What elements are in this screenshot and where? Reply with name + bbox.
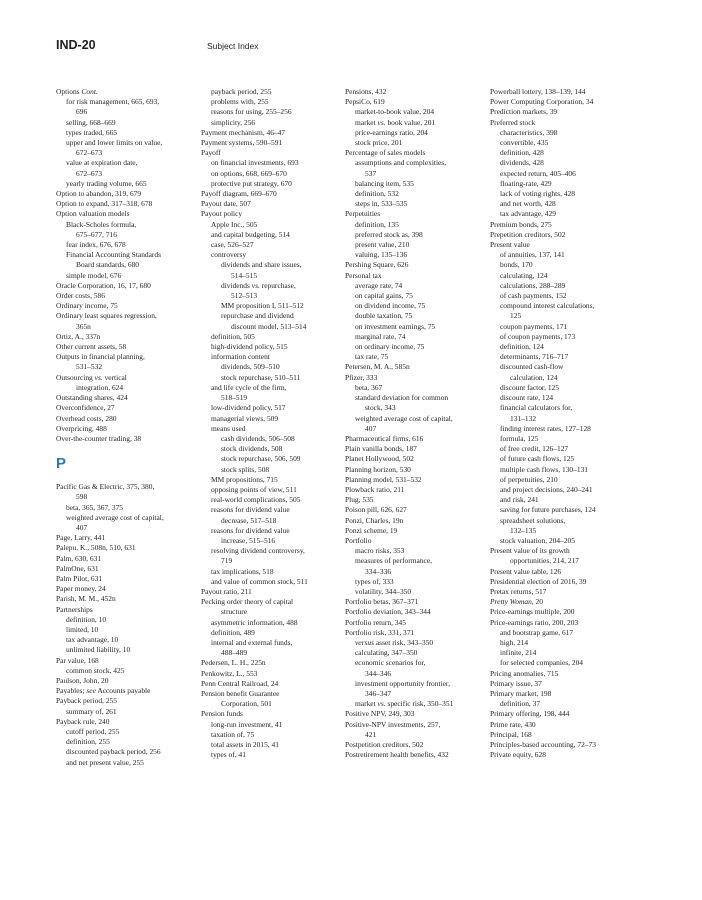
index-subentry: case, 526–527 <box>211 240 254 250</box>
index-subentry: Apple Inc., 505 <box>211 219 258 229</box>
index-entry: Payback rule, 240 <box>56 716 110 726</box>
index-entry: Plain vanilla bonds, 187 <box>345 444 417 454</box>
index-subentry: market vs. specific risk, 350–351 <box>355 699 454 709</box>
index-subentry: beta, 365, 367, 375 <box>66 502 124 512</box>
index-subentry: calculating, 347–350 <box>355 648 418 658</box>
index-subentry: on options, 668, 669–670 <box>211 168 287 178</box>
index-entry: Option valuation models <box>56 209 130 219</box>
index-entry-continuation: 346–347 <box>365 688 392 698</box>
index-entry: Payment systems, 590–591 <box>201 138 283 148</box>
index-entry-continuation: Corporation, 501 <box>221 699 272 709</box>
index-subentry: definition, 37 <box>500 699 541 709</box>
index-subentry: for risk management, 665, 693, <box>66 97 160 107</box>
index-entry: Power Computing Corporation, 34 <box>490 97 594 107</box>
index-subentry: standard deviation for common <box>355 393 449 403</box>
index-subentry: steps in, 533–535 <box>355 199 408 209</box>
index-entry: Penn Central Railroad, 24 <box>201 678 279 688</box>
index-subentry: opposing points of view, 511 <box>211 484 297 494</box>
index-subentry: problems with, 255 <box>211 97 269 107</box>
index-subentry: and project decisions, 240–241 <box>500 484 593 494</box>
index-entry: Over-the-counter trading, 38 <box>56 433 142 443</box>
index-subentry: on capital gains, 75 <box>355 291 413 301</box>
index-entry: Palepu, K., 508n, 510, 631 <box>56 543 136 553</box>
index-subentry: discount factor, 125 <box>500 382 559 392</box>
index-entry: Planning horizon, 530 <box>345 464 411 474</box>
index-column-1 <box>56 87 206 768</box>
index-entry: Pensions, 432 <box>345 87 387 96</box>
index-entry-continuation: 598 <box>76 492 88 502</box>
index-entry: Plowback ratio, 211 <box>345 484 405 494</box>
index-subentry: determinants, 716–717 <box>500 352 569 362</box>
index-entry: Payoff diagram, 669–670 <box>201 189 277 199</box>
index-entry-continuation: 675–677, 716 <box>76 229 117 239</box>
index-subentry: characteristics, 398 <box>500 127 558 137</box>
page-number: IND-20 <box>56 38 96 52</box>
index-entry-continuation: opportunities, 214, 217 <box>510 556 580 566</box>
index-entry-continuation: 344–346 <box>365 668 392 678</box>
index-entry-continuation: 125 <box>510 311 522 321</box>
index-column-4 <box>490 87 650 760</box>
index-entry: PalmOne, 631 <box>56 563 99 573</box>
index-entry-continuation: 131–132 <box>510 413 537 423</box>
index-entry: Primary market, 198 <box>490 688 552 698</box>
index-subentry: stock price, 201 <box>355 138 403 148</box>
index-subentry: types of, 41 <box>211 750 246 760</box>
index-subentry: spreadsheet solutions, <box>500 515 566 525</box>
index-entry: Portfolio deviation, 343–344 <box>345 607 431 617</box>
index-subentry: floating-rate, 429 <box>500 178 552 188</box>
index-subentry: stock splits, 508 <box>221 464 270 474</box>
index-entry: Plug, 535 <box>345 495 374 505</box>
index-subentry: stock dividends, 508 <box>221 444 283 454</box>
index-entry: Planet Hollywood, 502 <box>345 454 414 464</box>
index-entry-continuation: integration, 624 <box>76 382 124 392</box>
index-subentry: economic scenarios for, <box>355 658 426 668</box>
index-entry-continuation: structure <box>221 607 248 617</box>
index-subentry: investment opportunity frontier, <box>355 678 450 688</box>
index-entry: Oracle Corporation, 16, 17, 680 <box>56 280 151 290</box>
index-entry: Pedersen, L. H., 225n <box>201 658 266 668</box>
index-entry-continuation: 514–515 <box>231 270 258 280</box>
index-entry: Payout policy <box>201 209 243 219</box>
index-subentry: long-run investment, 41 <box>211 719 283 729</box>
index-entry: Premium bonds, 275 <box>490 219 552 229</box>
index-subentry: discounted payback period, 256 <box>66 747 161 757</box>
index-entry: Perpetuities <box>345 209 381 219</box>
index-entry: Overpricing, 488 <box>56 423 107 433</box>
index-entry: Partnerships <box>56 604 93 614</box>
index-subentry: compound interest calculations, <box>500 301 595 311</box>
index-subentry: definition, 255 <box>66 737 110 747</box>
index-subentry: bonds, 170 <box>500 260 533 270</box>
index-entry: Outstanding shares, 424 <box>56 393 128 403</box>
index-subentry: means used <box>211 423 246 433</box>
index-subentry: definition, 505 <box>211 331 255 341</box>
index-subentry: of annuities, 137, 141 <box>500 250 565 260</box>
index-subentry: calculating, 124 <box>500 270 548 280</box>
index-entry: Other current assets, 58 <box>56 342 127 352</box>
index-entry-continuation: calculation, 124 <box>510 372 558 382</box>
index-entry: Pershing Square, 626 <box>345 260 409 270</box>
index-subentry: for selected companies, 204 <box>500 658 584 668</box>
index-subentry: definition, 10 <box>66 614 107 624</box>
index-subentry: beta, 367 <box>355 382 383 392</box>
index-subentry: protective put strategy, 670 <box>211 178 292 188</box>
index-subentry: types of, 333 <box>355 576 394 586</box>
index-subentry: and capital budgeting, 514 <box>211 229 290 239</box>
index-subentry: finding interest rates, 127–128 <box>500 423 591 433</box>
index-subentry: market-to-book value, 204 <box>355 107 435 117</box>
index-subentry: measures of performance, <box>355 556 433 566</box>
index-entry: Principal, 168 <box>490 729 532 739</box>
index-entry: Ponzi, Charles, 19n <box>345 515 404 525</box>
index-entry-continuation: stock, 343 <box>365 403 396 413</box>
index-entry: Ortiz, A., 337n <box>56 331 101 341</box>
index-entry: Price-earnings multiple, 200 <box>490 607 575 617</box>
index-subentry: taxation of, 75 <box>211 729 255 739</box>
index-subentry: dividends vs. repurchase, <box>221 280 296 290</box>
index-subentry: and risk, 241 <box>500 495 539 505</box>
section-letter: P <box>56 455 67 473</box>
index-entry: Primary offering, 198, 444 <box>490 709 570 719</box>
index-entry: Penkowitz, L., 553 <box>201 668 258 678</box>
index-entry-continuation: 365n <box>76 321 91 331</box>
index-subentry: volatility, 344–350 <box>355 586 412 596</box>
index-subentry: convertible, 435 <box>500 138 549 148</box>
index-subentry: on ordinary income, 75 <box>355 342 425 352</box>
index-subentry: preferred stock as, 398 <box>355 229 423 239</box>
index-entry: Pretty Woman, 20 <box>490 597 543 607</box>
index-entry: Paper money, 24 <box>56 584 106 594</box>
index-subentry: types traded, 665 <box>66 127 118 137</box>
index-subentry: controversy <box>211 250 247 260</box>
index-subentry: resolving dividend controversy, <box>211 546 305 556</box>
index-entry: Order costs, 586 <box>56 291 105 301</box>
index-entry: Pricing anomalies, 715 <box>490 668 559 678</box>
index-subentry: total assets in 2015, 41 <box>211 740 279 749</box>
index-subentry: tax advantage, 10 <box>66 635 119 645</box>
index-subentry: of perpetuities, 210 <box>500 474 558 484</box>
index-entry: Postretirement health benefits, 432 <box>345 750 449 760</box>
index-subentry: asymmetric information, 488 <box>211 617 298 627</box>
index-subentry: cutoff period, 255 <box>66 726 120 736</box>
index-subentry: value at expiration date, <box>66 158 138 168</box>
index-subentry: of free credit, 126–127 <box>500 444 569 454</box>
index-subentry: stock repurchase, 510–511 <box>221 372 301 382</box>
index-subentry: multiple cash flows, 130–131 <box>500 464 589 474</box>
index-entry: Par value, 168 <box>56 655 99 665</box>
index-subentry: reasons for using, 255–256 <box>211 107 292 117</box>
index-subentry: weighted average cost of capital, <box>355 413 453 423</box>
index-entry: Percentage of sales models <box>345 148 426 158</box>
index-entry: Pension funds <box>201 709 243 719</box>
index-entry: Powerball lottery, 138–139, 144 <box>490 87 586 96</box>
index-entry: Ordinary least squares regression, <box>56 311 157 321</box>
index-subentry: selling, 668–669 <box>66 117 116 127</box>
index-entry: Principles-based accounting, 72–73 <box>490 740 596 749</box>
index-entry-continuation: discount model, 513–514 <box>231 321 307 331</box>
index-entry: Ponzi scheme, 19 <box>345 525 398 535</box>
index-entry: Private equity, 628 <box>490 750 546 760</box>
index-subentry: on investment earnings, 75 <box>355 321 436 331</box>
index-subentry: and bootstrap game, 617 <box>500 627 574 637</box>
index-entry: Portfolio betas, 367–371 <box>345 597 419 607</box>
index-subentry: repurchase and dividend <box>221 311 294 321</box>
index-entry: Price-earnings ratio, 200, 203 <box>490 617 579 627</box>
index-entry: Petersen, M. A., 585n <box>345 362 410 372</box>
index-entry: Preferred stock <box>490 117 536 127</box>
index-entry: Ordinary income, 75 <box>56 301 118 311</box>
index-entry: Portfolio return, 345 <box>345 617 406 627</box>
index-entry: Prediction markets, 39 <box>490 107 558 117</box>
index-entry: PepsiCo, 619 <box>345 97 385 107</box>
index-subentry: financial calculators for, <box>500 403 573 413</box>
index-subentry: tax advantage, 429 <box>500 209 556 219</box>
index-subentry: versus asset risk, 343–350 <box>355 637 434 647</box>
index-subentry: tax implications, 518 <box>211 566 274 576</box>
index-column-3 <box>345 87 495 760</box>
index-subentry: yearly trading volume, 665 <box>66 178 147 188</box>
index-entry: Overconfidence, 27 <box>56 403 115 413</box>
index-subentry: MM propositions, 715 <box>211 474 278 484</box>
index-subentry: assumptions and complexities, <box>355 158 447 168</box>
index-entry: Payout ratio, 211 <box>201 586 252 596</box>
index-entry: Present value <box>490 240 530 250</box>
index-subentry: MM proposition I, 511–512 <box>221 301 304 311</box>
index-subentry: coupon payments, 171 <box>500 321 568 331</box>
index-subentry: price-earnings ratio, 204 <box>355 127 428 137</box>
index-entry-continuation: 531–532 <box>76 362 103 372</box>
index-entry-continuation: 512–513 <box>231 291 258 301</box>
index-entry-continuation: 407 <box>76 522 88 532</box>
index-entry-continuation: increase, 515–516 <box>221 535 276 545</box>
index-subentry: dividends, 428 <box>500 158 544 168</box>
index-subentry: unlimited liability, 10 <box>66 645 131 655</box>
index-subentry: stock valuation, 204–205 <box>500 535 575 545</box>
index-entry: Personal tax <box>345 270 382 280</box>
index-entry-continuation: 537 <box>365 168 377 178</box>
index-subentry: managerial views, 509 <box>211 413 279 423</box>
index-subentry: Black-Scholes formula, <box>66 219 137 229</box>
index-subentry: definition, 428 <box>500 148 544 158</box>
index-subentry: and net worth, 428 <box>500 199 556 209</box>
index-subentry: definition, 489 <box>211 627 255 637</box>
index-entry: Pretax returns, 517 <box>490 586 547 596</box>
index-subentry: information content <box>211 352 270 362</box>
index-entry: Pacific Gas & Electric, 375, 380, <box>56 482 155 492</box>
index-entry-continuation: 719 <box>221 556 233 566</box>
index-subentry: discount rate, 124 <box>500 393 554 403</box>
index-entry: Payback period, 255 <box>56 696 117 706</box>
index-subentry: calculations, 288–289 <box>500 280 566 290</box>
index-entry: Presidential election of 2016, 39 <box>490 576 587 586</box>
index-entry-continuation: Board standards, 680 <box>76 260 140 270</box>
index-subentry: dividends and share issues, <box>221 260 302 270</box>
index-subentry: Financial Accounting Standards <box>66 250 162 260</box>
index-entry: Payoff <box>201 148 221 158</box>
index-entry-continuation: 672–673 <box>76 148 103 158</box>
index-entry: Prime rate, 430 <box>490 719 536 729</box>
index-entry: Payment mechanism, 46–47 <box>201 127 286 137</box>
index-subentry: payback period, 255 <box>211 87 272 96</box>
index-entry: Options Cont. <box>56 87 98 96</box>
index-entry-continuation: 672–673 <box>76 168 103 178</box>
index-subentry: upper and lower limits on value, <box>66 138 163 148</box>
index-entry: Overhead costs, 280 <box>56 413 117 423</box>
index-subentry: macro risks, 353 <box>355 546 405 556</box>
index-subentry: and net present value, 255 <box>66 757 144 767</box>
index-subentry: of future cash flows, 125 <box>500 454 575 464</box>
index-subentry: fear index, 676, 678 <box>66 240 126 250</box>
index-subentry: high-dividend policy, 515 <box>211 342 288 352</box>
index-subentry: present value, 210 <box>355 240 410 250</box>
index-subentry: discounted cash-flow <box>500 362 564 372</box>
index-subentry: stock repurchase, 506, 509 <box>221 454 301 464</box>
index-entry: Option to expand, 317–318, 678 <box>56 199 153 209</box>
index-subentry: reasons for dividend value <box>211 505 290 515</box>
index-entry-continuation: 334–336 <box>365 566 392 576</box>
index-entry: Palm, 630, 631 <box>56 553 102 563</box>
index-subentry: dividends, 509–510 <box>221 362 280 372</box>
index-entry: Pfizer, 333 <box>345 372 378 382</box>
index-subentry: cash dividends, 506–508 <box>221 433 295 443</box>
index-subentry: expected return, 405–406 <box>500 168 576 178</box>
index-entry: Option to abandon, 319, 679 <box>56 189 142 199</box>
index-entry: Present value of its growth <box>490 546 570 556</box>
index-subentry: on dividend income, 75 <box>355 301 426 311</box>
index-subentry: internal and external funds, <box>211 637 293 647</box>
index-subentry: definition, 532 <box>355 189 399 199</box>
index-subentry: and value of common stock, 511 <box>211 576 308 586</box>
index-entry: Outputs in financial planning, <box>56 352 145 362</box>
index-subentry: real-world complications, 505 <box>211 495 301 505</box>
index-entry-continuation: 421 <box>365 729 377 739</box>
index-entry: Page, Larry, 441 <box>56 533 106 543</box>
index-subentry: simple model, 676 <box>66 270 122 280</box>
index-subentry: of coupon payments, 173 <box>500 331 576 341</box>
index-entry: Paulson, John, 20 <box>56 675 109 685</box>
index-entry: Poison pill, 626, 627 <box>345 505 407 515</box>
index-subentry: formula, 125 <box>500 433 539 443</box>
index-subentry: of cash payments, 152 <box>500 291 567 301</box>
index-entry: Present value table, 126 <box>490 566 562 576</box>
index-entry-continuation: decrease, 517–518 <box>221 515 277 525</box>
index-entry: Positive-NPV investments, 257, <box>345 719 441 729</box>
index-subentry: low-dividend policy, 517 <box>211 403 286 413</box>
index-subentry: double taxation, 75 <box>355 311 413 321</box>
index-subentry: simplicity, 256 <box>211 117 256 127</box>
index-subentry: weighted average cost of capital, <box>66 512 164 522</box>
index-subentry: on financial investments, 693 <box>211 158 299 168</box>
index-entry-continuation: 132–135 <box>510 525 537 535</box>
index-subentry: average rate, 74 <box>355 280 403 290</box>
section-title: Subject Index <box>207 41 259 51</box>
index-column-2 <box>201 87 351 760</box>
index-entry: Parish, M. M., 452n <box>56 594 116 604</box>
index-entry: Planning model, 531–532 <box>345 474 422 484</box>
index-subentry: reasons for dividend value <box>211 525 290 535</box>
index-subentry: limited, 10 <box>66 624 99 634</box>
index-entry: Postpetition creditors, 502 <box>345 740 424 749</box>
index-subentry: balancing item, 535 <box>355 178 414 188</box>
index-subentry: saving for future purchases, 124 <box>500 505 596 515</box>
index-subentry: marginal rate, 74 <box>355 331 406 341</box>
index-entry: Primary issue, 37 <box>490 678 542 688</box>
index-entry-continuation: 518–519 <box>221 393 248 403</box>
index-entry: Pecking order theory of capital <box>201 597 294 607</box>
index-subentry: infinite, 214 <box>500 648 537 658</box>
index-entry: Pension benefit Guarantee <box>201 688 280 698</box>
index-subentry: common stock, 425 <box>66 665 125 675</box>
index-subentry: tax rate, 75 <box>355 352 389 362</box>
index-entry: Portfolio risk, 331, 371 <box>345 627 415 637</box>
index-subentry: definition, 135 <box>355 219 399 229</box>
index-entry: Payables; see Accounts payable <box>56 686 151 696</box>
index-subentry: lack of voting rights, 428 <box>500 189 575 199</box>
index-subentry: and life cycle of the firm, <box>211 382 287 392</box>
index-subentry: summary of, 261 <box>66 706 117 716</box>
index-subentry: market vs. book value, 201 <box>355 117 436 127</box>
index-subentry: definition, 124 <box>500 342 544 352</box>
index-subentry: valuing, 135–136 <box>355 250 408 260</box>
index-entry: Palm Pilot, 631 <box>56 573 103 583</box>
index-entry: Payout date, 507 <box>201 199 251 209</box>
index-entry: Pharmaceutical firms, 616 <box>345 433 424 443</box>
index-entry-continuation: 696 <box>76 107 88 117</box>
index-entry: Positive NPV, 249, 303 <box>345 709 415 719</box>
index-entry: Prepetition creditors, 502 <box>490 229 566 239</box>
index-entry-continuation: 407 <box>365 423 377 433</box>
index-entry-continuation: 488–489 <box>221 648 248 658</box>
index-entry: Outsourcing vs. vertical <box>56 372 127 382</box>
index-subentry: high, 214 <box>500 637 529 647</box>
index-entry: Portfolio <box>345 535 372 545</box>
